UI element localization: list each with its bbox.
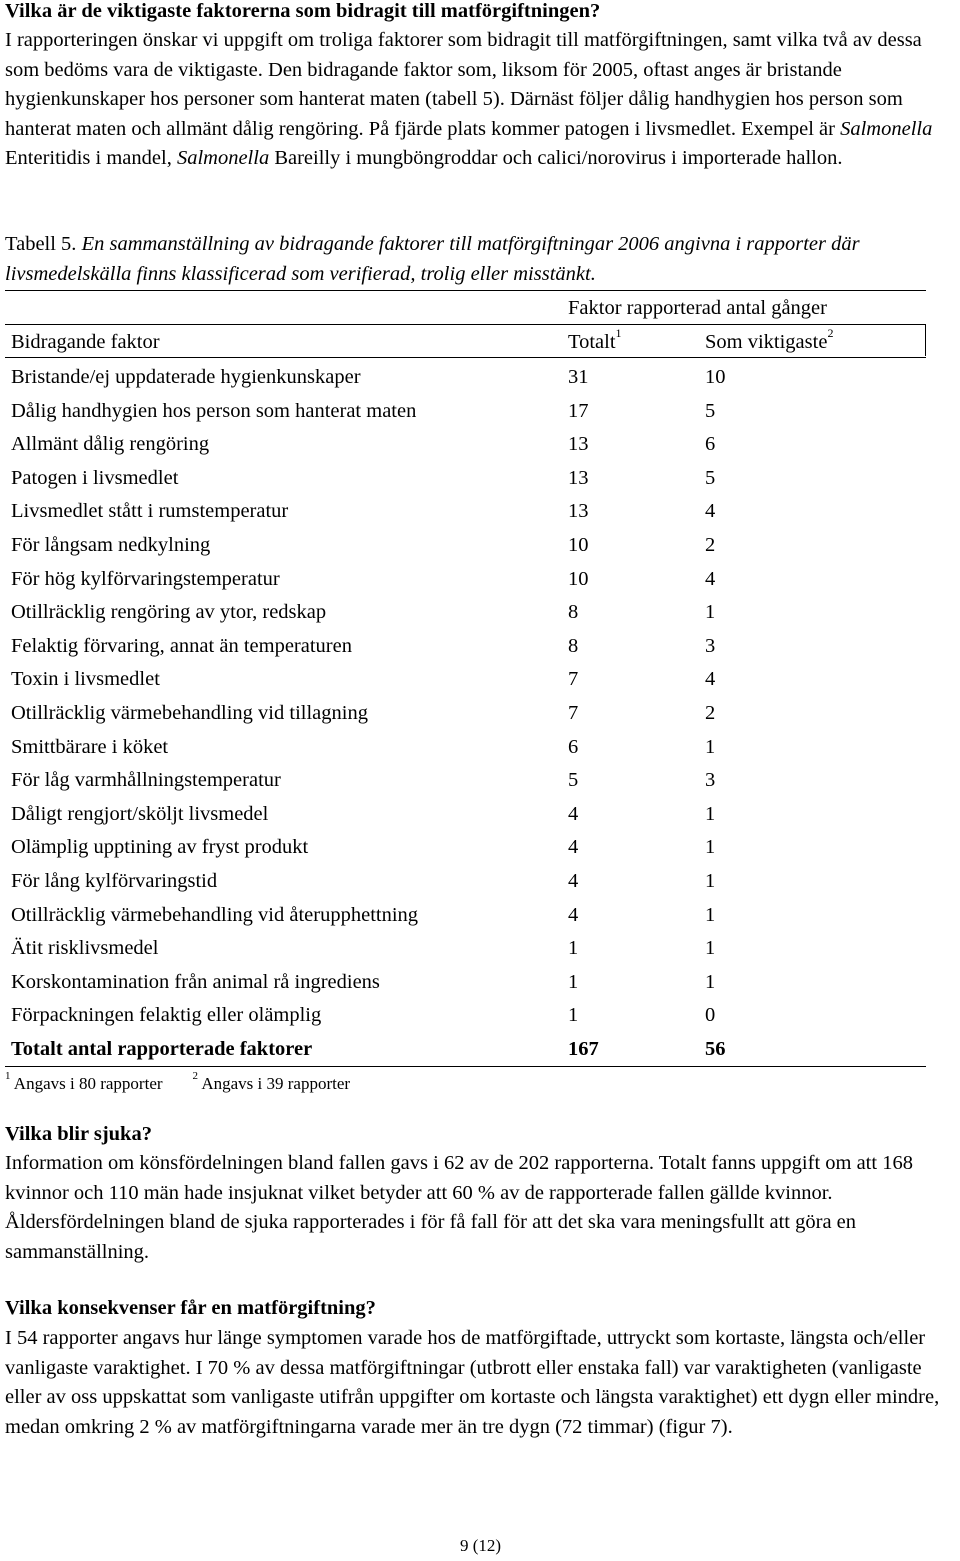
table-row [5, 901, 926, 934]
table-caption [5, 230, 955, 289]
total-row-label: Totalt antal rapporterade faktorer [11, 1038, 313, 1060]
table-row [5, 968, 926, 1001]
table-row [5, 867, 926, 900]
factor-cell: Förpackningen felaktig eller olämplig [11, 1004, 322, 1027]
total-cell: 10 [568, 567, 589, 590]
factor-cell: Otillräcklig rengöring av ytor, redskap [11, 601, 327, 624]
total-cell: 31 [568, 366, 589, 388]
table-row [5, 430, 926, 463]
table-caption-text: En sammanställning av bidragande faktorer till matförgiftningar 2006 angivna i rapporter där livsmedelskälla finns klassificerad som verifierad, trolig eller misstänkt. [5, 233, 860, 285]
table-row [5, 464, 926, 497]
factor-cell: Korskontamination från animal rå ingrediens [11, 970, 380, 993]
table-caption-label: Tabell 5. [5, 233, 77, 255]
column-header-total [568, 328, 622, 358]
table-row [5, 733, 926, 766]
total-cell: 6 [568, 735, 579, 758]
most-important-cell: 5 [705, 399, 716, 422]
table-top-rule [5, 290, 926, 291]
table-total-row [5, 1035, 926, 1068]
most-important-cell: 5 [705, 466, 716, 489]
total-cell: 1 [568, 1004, 579, 1027]
total-cell: 7 [568, 668, 579, 691]
most-important-cell: 1 [705, 601, 716, 624]
factor-cell: Otillräcklig värmebehandling vid tillagning [11, 702, 368, 724]
section-heading-who-gets-sick: Vilka blir sjuka? [5, 1123, 152, 1145]
factor-cell: Ätit risklivsmedel [11, 937, 159, 960]
total-cell: 13 [568, 466, 589, 489]
total-cell: 8 [568, 601, 579, 624]
total-cell: 17 [568, 399, 589, 422]
total-cell: 1 [568, 970, 579, 993]
table-footnotes [5, 1070, 351, 1094]
footnote-marker: 1 [615, 326, 622, 341]
table-bottom-rule [5, 1066, 926, 1067]
total-cell: 1 [568, 937, 579, 960]
column-header-most-label: Som viktigaste [705, 331, 828, 353]
table-row [5, 1001, 926, 1034]
table-row [5, 565, 926, 598]
footnote-2: Angavs i 39 rapporter [198, 1074, 351, 1093]
factor-cell: Livsmedlet stått i rumstemperatur [11, 500, 289, 523]
table-row [5, 497, 926, 530]
most-important-cell: 2 [705, 702, 716, 724]
factor-cell: Allmänt dålig rengöring [11, 433, 210, 456]
factor-cell: Dålig handhygien hos person som hanterat maten [11, 399, 417, 422]
most-important-cell: 3 [705, 634, 716, 657]
total-row-total: 167 [568, 1038, 599, 1060]
total-cell: 4 [568, 903, 579, 926]
factor-cell: Otillräcklig värmebehandling vid återupphettning [11, 903, 419, 926]
page-number: 9 (12) [460, 1536, 502, 1555]
total-cell: 5 [568, 769, 579, 792]
total-cell: 4 [568, 802, 579, 825]
table-row [5, 531, 926, 564]
table-row [5, 632, 926, 665]
footnote-marker: 1 [5, 1070, 11, 1083]
most-important-cell: 1 [705, 735, 716, 758]
factor-cell: För lång kylförvaringstid [11, 870, 218, 892]
factor-cell: För låg varmhållningstemperatur [11, 769, 281, 792]
table-row [5, 800, 926, 833]
factor-cell: Bristande/ej uppdaterade hygienkunskaper [11, 366, 361, 388]
most-important-cell: 10 [705, 366, 726, 388]
table-row [5, 833, 926, 866]
footnote-1: Angavs i 80 rapporter [10, 1074, 163, 1093]
most-important-cell: 6 [705, 433, 716, 456]
table-row [5, 934, 926, 967]
paragraph-text: Enteritidis i mandel, [5, 147, 177, 169]
most-important-cell: 1 [705, 970, 716, 993]
total-cell: 4 [568, 836, 579, 859]
factor-cell: För hög kylförvaringstemperatur [11, 567, 280, 590]
factor-cell: Patogen i livsmedlet [11, 466, 179, 489]
table-row [5, 766, 926, 799]
total-cell: 7 [568, 702, 579, 724]
table-row [5, 397, 926, 430]
most-important-cell: 1 [705, 802, 716, 825]
column-header-factor: Bidragande faktor [11, 331, 160, 353]
factor-cell: Toxin i livsmedlet [11, 668, 160, 691]
table-row [5, 665, 926, 698]
footnote-marker: 2 [827, 326, 834, 341]
most-important-cell: 1 [705, 836, 716, 859]
most-important-cell: 2 [705, 534, 716, 556]
total-cell: 13 [568, 500, 589, 523]
section-heading-consequences: Vilka konsekvenser får en matförgiftning? [5, 1297, 376, 1319]
factor-cell: Dåligt rengjort/sköljt livsmedel [11, 802, 269, 825]
most-important-cell: 1 [705, 937, 716, 960]
table-row [5, 699, 926, 732]
paragraph-text: Bareilly i mungböngroddar och calici/norovirus i importerade hallon. [269, 147, 843, 169]
section-paragraph-consequences: I 54 rapporter angavs hur länge symptomen varade hos de matförgiftade, uttryckt som kortaste, längsta och/eller vanligaste varaktighet. I 70 % av dessa matförgiftningar (utbrott eller enstaka fall) var varaktigheten (vanligaste eller av oss uppskattat som vanligaste utifrån uppgifter om kortaste och längsta varaktighet) ett dygn eller mindre, medan omkring 2 % av matförgiftningarna varade mer än tre dygn (72 timmar) (figur 7). [5, 1327, 940, 1438]
column-header-most-important [705, 328, 833, 358]
most-important-cell: 0 [705, 1004, 716, 1027]
most-important-cell: 1 [705, 870, 716, 892]
table-row [5, 598, 926, 631]
column-header-total-label: Totalt [568, 331, 616, 353]
total-cell: 4 [568, 870, 579, 892]
table-row [5, 363, 926, 396]
factor-cell: Smittbärare i köket [11, 735, 169, 758]
section-paragraph-factors [5, 26, 955, 174]
table-header-row [5, 328, 926, 357]
total-cell: 8 [568, 634, 579, 657]
most-important-cell: 4 [705, 500, 716, 523]
total-cell: 13 [568, 433, 589, 456]
factor-cell: Olämplig upptining av fryst produkt [11, 836, 309, 859]
most-important-cell: 3 [705, 769, 716, 792]
factor-cell: För långsam nedkylning [11, 534, 211, 556]
most-important-cell: 1 [705, 903, 716, 926]
total-row-most: 56 [705, 1038, 726, 1060]
most-important-cell: 4 [705, 567, 716, 590]
factor-cell: Felaktig förvaring, annat än temperaturen [11, 634, 352, 657]
section-paragraph-who-gets-sick: Information om könsfördelningen bland fallen gavs i 62 av de 202 rapporterna. Totalt fanns uppgift om att 168 kvinnor och 110 män hade insjuknat vilket betyder att 60 % av de rapporterade fallen gällde kvinnor. Åldersfördelningen bland de sjuka rapporterades i för få fall för att det ska vara meningsfullt att göra en sammanställning. [5, 1152, 913, 1263]
total-cell: 10 [568, 534, 589, 556]
section-heading-factors: Vilka är de viktigaste faktorerna som bidragit till matförgiftningen? [5, 0, 601, 22]
most-important-cell: 4 [705, 668, 716, 691]
italic-organism: Salmonella [840, 117, 933, 140]
paragraph-text: I rapporteringen önskar vi uppgift om troliga faktorer som bidragit till matförgiftningen, samt vilka två av dessa som bedöms vara de viktigaste. Den bidragande faktor som, liksom för 2005, oftast anges är bristande hygienkunskaper hos personer som hanterat maten (tabell 5). Därnäst följer dålig handhygien hos person som hanterat maten och allmänt dålig rengöring. På fjärde plats kommer patogen i livsmedlet. Exempel är [5, 29, 922, 140]
footnote-marker: 2 [192, 1070, 199, 1083]
spanning-column-header: Faktor rapporterad antal gånger [568, 297, 827, 319]
italic-organism: Salmonella [176, 147, 270, 169]
